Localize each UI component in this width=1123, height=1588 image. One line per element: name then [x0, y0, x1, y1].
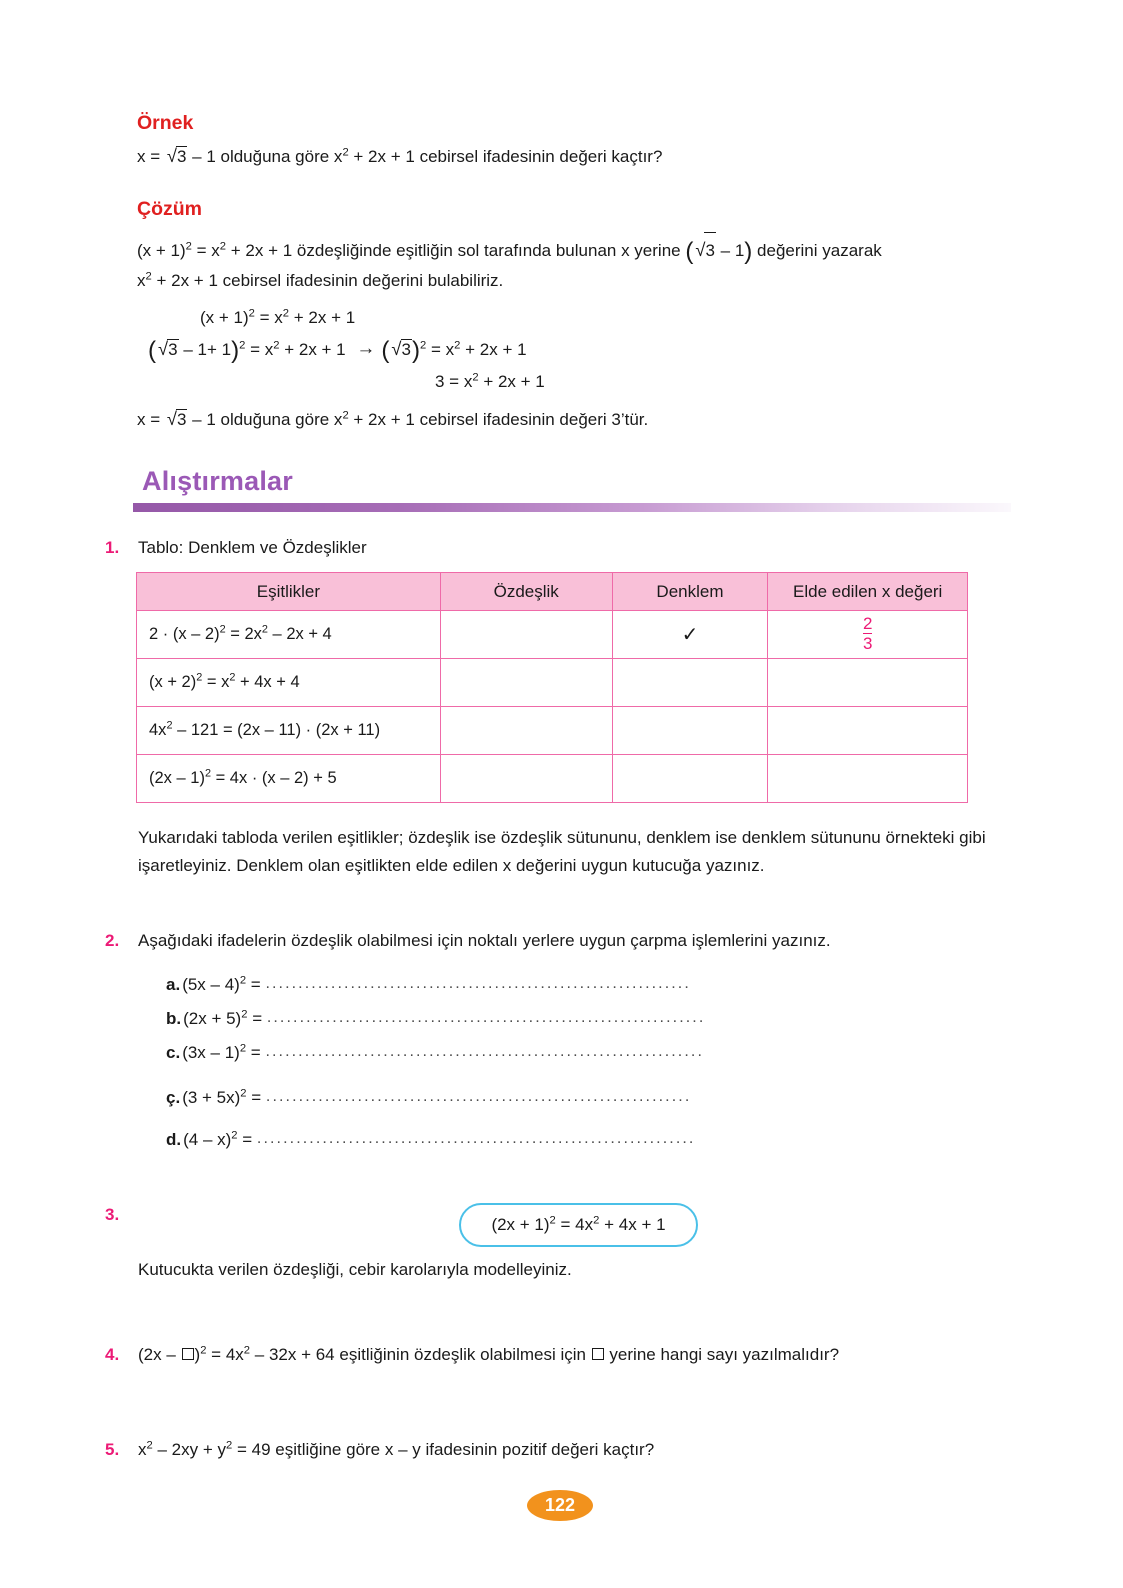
- answer-blank[interactable]: ...................................................................: [266, 1009, 706, 1026]
- d1-rhs: = x: [254, 308, 283, 327]
- box-part: + 4x + 1: [599, 1215, 666, 1234]
- q4-exp2: 2: [243, 1344, 251, 1357]
- table-cell-denklem[interactable]: [612, 611, 768, 659]
- d2-lhs-radicand: 3: [168, 340, 178, 359]
- left-paren: (: [381, 336, 390, 364]
- table-header-esitlikler: Eşitlikler: [137, 573, 441, 611]
- sol-p1-a: (x + 1): [137, 241, 186, 260]
- d2-r-tail-b: + 2x + 1: [460, 340, 527, 359]
- question-2-item-d: [166, 1130, 695, 1150]
- question-2-item-b: [166, 1009, 705, 1029]
- question-2-item-a: [166, 975, 691, 995]
- item-eq: =: [246, 1043, 266, 1062]
- sqrt-icon: √3: [166, 408, 187, 429]
- table-cell-ozdeslik[interactable]: [440, 611, 612, 659]
- eq-part: (2x – 1): [149, 769, 205, 787]
- example-question-rest-1: – 1 olduğuna göre x: [187, 147, 343, 166]
- conc-b: – 1 olduğuna göre x: [187, 410, 343, 429]
- exercises-heading: Alıştırmalar: [142, 466, 293, 496]
- q5-part-a: x: [138, 1440, 147, 1459]
- d1-lhs: (x + 1): [200, 308, 249, 327]
- answer-blank[interactable]: ...................................................................: [265, 1043, 704, 1060]
- eq-exp: 2: [204, 767, 211, 780]
- table-cell-ozdeslik[interactable]: [440, 755, 612, 803]
- question-3-note: Kutucukta verilen özdeşliği, cebir karolarıyla modelleyiniz.: [138, 1260, 572, 1279]
- eq-exp: 2: [219, 623, 226, 636]
- question-2-item-c-cedilla: [166, 1088, 691, 1108]
- example-question-exp: 2: [342, 146, 349, 159]
- example-question: [137, 145, 662, 167]
- question-3-number: 3.: [105, 1205, 120, 1224]
- eq-part: 2 · (x – 2): [149, 625, 220, 643]
- answer-blank[interactable]: ...................................................................: [256, 1130, 696, 1147]
- d2-mid-exp: 2: [273, 339, 280, 352]
- item-expr: (2x + 5): [183, 1009, 242, 1028]
- q4-part-b: ): [194, 1345, 201, 1364]
- q4-part-a: (2x –: [138, 1345, 181, 1364]
- q5-exp1: 2: [146, 1439, 153, 1452]
- eq-part: 4x: [149, 721, 167, 739]
- sol-p1-d: değerini yazarak: [752, 241, 882, 260]
- table-cell-equation: [137, 659, 441, 707]
- sol-p1-exp2: 2: [219, 240, 227, 253]
- sqrt-icon: √3: [693, 232, 716, 269]
- derivation-line-1: [200, 308, 355, 328]
- sol-p1-b: = x: [191, 241, 220, 260]
- question-5-number: 5.: [105, 1440, 120, 1459]
- eq-part: – 121 = (2x – 11) · (2x + 11): [172, 721, 381, 739]
- q4-part-d: – 32x + 64 eşitliğinin özdeşlik olabilmesi için: [250, 1345, 591, 1364]
- example-question-prefix: x =: [137, 147, 165, 166]
- eq-part: = x: [202, 673, 230, 691]
- solution-paragraph-2: [137, 271, 503, 291]
- equations-table: [136, 572, 968, 803]
- eq-exp: 2: [229, 671, 236, 684]
- item-label: d.: [166, 1130, 182, 1149]
- d1-rhs-exp: 2: [282, 307, 290, 320]
- q4-part-e: yerine hangi sayı yazılmalıdır?: [604, 1345, 840, 1364]
- table-cell-denklem[interactable]: [612, 707, 768, 755]
- sqrt-icon: √3: [166, 145, 187, 166]
- question-4-number: 4.: [105, 1345, 120, 1364]
- q4-part-c: = 4x: [206, 1345, 244, 1364]
- item-expr: (3x – 1): [182, 1043, 240, 1062]
- d3-b: + 2x + 1: [478, 372, 545, 391]
- page-number-badge: 122: [527, 1490, 593, 1521]
- box-exp: 2: [593, 1214, 600, 1227]
- table-header-row: [137, 573, 968, 611]
- d2-r-tail-a: = x: [426, 340, 455, 359]
- empty-box-icon: [592, 1348, 604, 1360]
- d2-r-radicand: 3: [401, 340, 411, 359]
- sol-p1-c: + 2x + 1 özdeşliğinde eşitliğin sol tarafında bulunan x yerine: [226, 241, 686, 260]
- eq-part: + 4x + 4: [235, 673, 300, 691]
- checkmark-icon: ✓: [681, 624, 699, 646]
- d2-mid: = x: [245, 340, 274, 359]
- item-eq: =: [237, 1130, 257, 1149]
- derivation-line-2: [148, 336, 527, 364]
- table-row: [137, 611, 968, 659]
- sol-p1-paren-rest: – 1: [715, 241, 745, 260]
- sol-p2-a: x: [137, 271, 146, 290]
- table-row: [137, 755, 968, 803]
- q5-part-c: = 49 eşitliğine göre x – y ifadesinin pozitif değeri kaçtır?: [232, 1440, 655, 1459]
- table-header-x-degeri: Elde edilen x değeri: [768, 573, 968, 611]
- item-expr: (5x – 4): [182, 975, 240, 994]
- table-cell-x-value[interactable]: [768, 659, 968, 707]
- d2-lhs-rest: – 1+ 1: [178, 340, 232, 359]
- sqrt-icon: √3: [391, 338, 411, 359]
- item-exp: 2: [231, 1129, 238, 1142]
- item-eq: =: [246, 975, 266, 994]
- sqrt-icon: √3: [158, 338, 178, 359]
- question-1-number: 1.: [105, 538, 120, 557]
- box-exp: 2: [549, 1214, 556, 1227]
- eq-part: – 2x + 4: [267, 625, 332, 643]
- left-paren: (: [148, 336, 157, 364]
- example-question-rest-2: + 2x + 1 cebirsel ifadesinin değeri kaçtır?: [348, 147, 663, 166]
- right-paren: ): [744, 237, 753, 265]
- fraction-numerator: 2: [862, 614, 873, 634]
- eq-exp: 2: [166, 719, 173, 732]
- item-label: a.: [166, 975, 181, 994]
- table-cell-ozdeslik[interactable]: [440, 707, 612, 755]
- table-cell-equation: [137, 707, 441, 755]
- solution-label: Çözüm: [137, 198, 202, 220]
- d3-exp: 2: [472, 371, 479, 384]
- eq-part: (x + 2): [149, 673, 197, 691]
- conc-a: x =: [137, 410, 165, 429]
- eq-part: = 2x: [225, 625, 262, 643]
- table-header-ozdeslik: Özdeşlik: [440, 573, 612, 611]
- left-paren: (: [685, 237, 694, 265]
- fraction-denominator: 3: [862, 633, 873, 653]
- sol-p2-exp: 2: [145, 270, 152, 283]
- right-paren: ): [411, 336, 421, 364]
- d2-lhs-exp: 2: [239, 339, 246, 352]
- table-cell-ozdeslik[interactable]: [440, 659, 612, 707]
- derivation-line-3: [435, 372, 545, 392]
- d1-rhs-tail: + 2x + 1: [289, 308, 356, 327]
- question-2-text: Aşağıdaki ifadelerin özdeşlik olabilmesi için noktalı yerlere uygun çarpma işlemlerini yazınız.: [138, 931, 831, 950]
- table-cell-denklem[interactable]: [612, 659, 768, 707]
- item-exp: 2: [240, 1087, 247, 1100]
- d2-r-exp: 2: [420, 339, 427, 352]
- answer-blank[interactable]: .................................................................: [265, 975, 691, 992]
- heading-gradient-rule: [133, 503, 1011, 512]
- question-2-number: 2.: [105, 931, 120, 950]
- d2-r-tail-exp: 2: [454, 339, 461, 352]
- d1-lhs-exp: 2: [248, 307, 255, 320]
- right-paren: ): [231, 336, 240, 364]
- conc-radicand: 3: [176, 410, 187, 429]
- solution-paragraph-1: [137, 232, 1017, 269]
- conc-c: + 2x + 1 cebirsel ifadesinin değeri 3’tür.: [348, 410, 649, 429]
- table-cell-equation: [137, 611, 441, 659]
- question-3-identity-box: [459, 1203, 698, 1247]
- conc-exp: 2: [342, 409, 349, 422]
- item-eq: =: [246, 1088, 266, 1107]
- eq-exp: 2: [196, 671, 203, 684]
- table-cell-equation: [137, 755, 441, 803]
- fraction: [863, 615, 872, 653]
- table-row: [137, 659, 968, 707]
- sol-p1-exp1: 2: [185, 240, 192, 253]
- item-exp: 2: [241, 1008, 248, 1021]
- item-eq: =: [247, 1009, 267, 1028]
- item-label: c.: [166, 1043, 181, 1062]
- box-part: = 4x: [555, 1215, 594, 1234]
- sol-p2-b: + 2x + 1 cebirsel ifadesinin değerini bulabiliriz.: [151, 271, 504, 290]
- eq-exp: 2: [261, 623, 268, 636]
- q5-part-b: – 2xy + y: [152, 1440, 226, 1459]
- question-2-item-c: [166, 1043, 704, 1063]
- empty-box-icon: [182, 1348, 194, 1360]
- eq-part: = 4x · (x – 2) + 5: [211, 769, 337, 787]
- d2-mid-tail: + 2x + 1: [279, 340, 351, 359]
- question-1-note: Yukarıdaki tabloda verilen eşitlikler; özdeşlik ise özdeşlik sütununu, denklem ise denklem sütununu örnekteki gibi işaretleyiniz. Denklem olan eşitlikten elde edilen x değerini uygun kutucuğa yazınız.: [138, 828, 986, 875]
- item-label: ç.: [166, 1088, 181, 1107]
- question-1-title: Tablo: Denklem ve Özdeşlikler: [138, 538, 367, 557]
- question-4-text: [138, 1345, 839, 1365]
- item-exp: 2: [239, 974, 247, 987]
- item-expr: (4 – x): [183, 1130, 232, 1149]
- item-expr: (3 + 5x): [182, 1088, 241, 1107]
- solution-conclusion: [137, 408, 648, 430]
- table-row: [137, 707, 968, 755]
- q5-exp2: 2: [225, 1439, 233, 1452]
- table-header-denklem: Denklem: [612, 573, 768, 611]
- example-radicand: 3: [176, 147, 187, 166]
- sol-p1-paren-radicand: 3: [704, 232, 715, 269]
- right-arrow-icon: →: [356, 338, 376, 359]
- table-cell-x-value[interactable]: [768, 707, 968, 755]
- d3-a: 3 = x: [435, 372, 473, 391]
- table-cell-x-value[interactable]: [768, 755, 968, 803]
- item-exp: 2: [239, 1042, 247, 1055]
- q4-exp1: 2: [200, 1344, 207, 1357]
- question-5-text: [138, 1440, 654, 1460]
- table-cell-x-value[interactable]: [768, 611, 968, 659]
- answer-blank[interactable]: .................................................................: [265, 1088, 692, 1105]
- item-label: b.: [166, 1009, 182, 1028]
- table-cell-denklem[interactable]: [612, 755, 768, 803]
- example-label: Örnek: [137, 112, 194, 134]
- box-part: (2x + 1): [491, 1215, 550, 1234]
